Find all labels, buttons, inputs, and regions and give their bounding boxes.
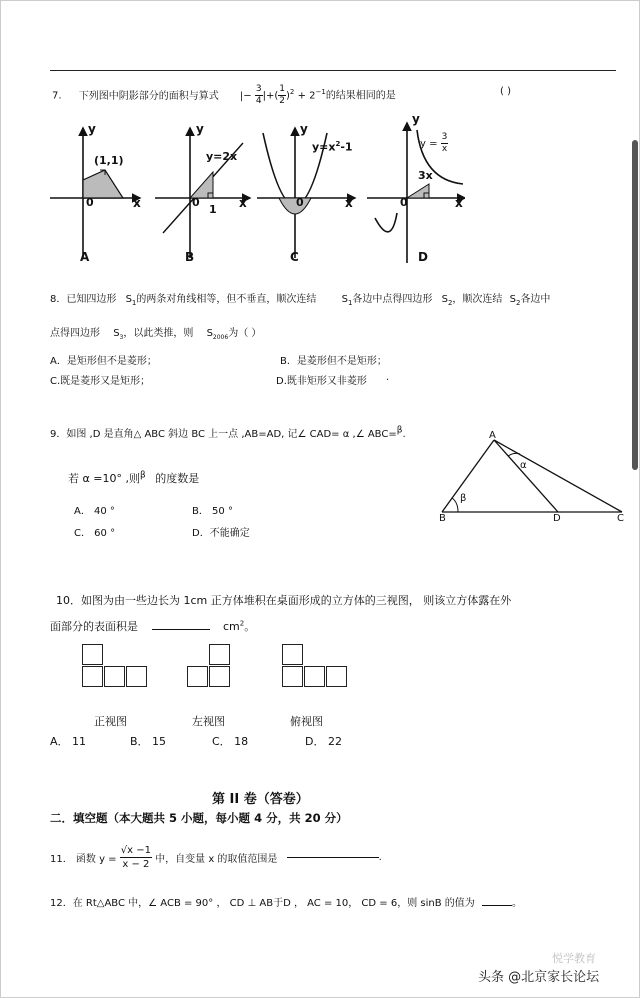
section-2-heading-n1: 5 <box>169 811 178 825</box>
q7-number: 7. <box>52 90 62 102</box>
q10-left-view <box>187 644 233 690</box>
graph-b-tick-1: 1 <box>209 203 217 216</box>
graph-c-curve-label-tail: -1 <box>340 140 353 154</box>
q9-condition-end: 的度数是 <box>155 472 200 485</box>
scrollbar[interactable] <box>632 140 638 470</box>
q11-end: . <box>378 852 382 863</box>
graph-a-origin: 0 <box>86 196 94 209</box>
q11-answer-blank[interactable] <box>287 857 379 858</box>
graph-d-curve-label <box>420 132 448 155</box>
graph-b-line-label: y=2x <box>206 150 238 163</box>
q9-text-end: . <box>402 429 406 440</box>
q10-unit-exp: 2 <box>239 619 245 628</box>
q10-option-d: D． 22 <box>305 735 342 748</box>
graph-a-point-label: (1,1) <box>94 154 124 167</box>
q8-text-c: 各边中点得四边形 <box>352 294 433 305</box>
q9-fig-vertex-a: A <box>489 430 496 441</box>
q10-front-view-label: 正视图 <box>94 715 127 728</box>
graph-a-caption: A <box>80 250 90 264</box>
q8-text-d: ，顺次连结 <box>452 294 503 305</box>
q9-fig-vertex-b: B <box>439 513 446 524</box>
graph-d-curve-label-lhs: y = <box>420 138 438 150</box>
question-7-text <box>52 84 396 107</box>
graph-b-x-label: x <box>239 196 247 210</box>
q8-s2-sub: 2 <box>447 299 453 307</box>
q9-fig-beta: β <box>460 493 467 504</box>
q8-s1 <box>126 294 137 305</box>
q8-s2-letter: S <box>441 294 448 305</box>
q10-text-end: 。 <box>244 620 256 633</box>
q10-front-view <box>82 644 148 690</box>
q7-close-paren: ) <box>286 90 290 102</box>
graph-c-x-label: x <box>345 196 353 210</box>
q8-s2b-sub: 2 <box>515 299 521 307</box>
graph-d-caption: D <box>418 250 428 264</box>
q9-fig-alpha: α <box>520 460 527 471</box>
q10-left-view-label: 左视图 <box>192 715 225 728</box>
q10-top-view <box>282 644 348 690</box>
graph-c-caption: C <box>290 250 299 264</box>
section-2-heading-n2: 4 <box>254 811 263 825</box>
q7-text-before: 下列图中阴影部分的面积与算式 <box>78 90 219 102</box>
q7-graphs <box>45 118 465 268</box>
graph-d-3x-label: 3x <box>418 169 433 182</box>
q10-option-a: A． 11 <box>50 735 87 748</box>
q9-condition-beta: β <box>139 470 146 481</box>
q7-plus1: +( <box>265 90 279 102</box>
q7-abs-open: | <box>239 90 244 102</box>
q9-fig-vertex-c: C <box>617 513 624 524</box>
section-2-heading-d: 分） <box>324 811 348 825</box>
q8-option-b: B．是菱形但不是矩形； <box>280 356 387 367</box>
graph-d-x-label: x <box>455 196 463 210</box>
section-2-heading-c: 分，共 <box>266 811 301 825</box>
q8-text-a: 8．已知四边形 <box>50 294 117 305</box>
question-8-line-2 <box>50 324 261 341</box>
q8-s3 <box>113 328 123 339</box>
q11-denominator: x − 2 <box>122 859 150 870</box>
q9-beta: β <box>396 425 403 436</box>
q12-end: 。 <box>511 898 522 909</box>
q10-option-b: B． 15 <box>130 735 167 748</box>
q9-condition: 若 α =10° ,则 <box>68 472 140 485</box>
q11-numerator: √x −1 <box>120 845 151 856</box>
q8-s3-sub: 3 <box>119 334 124 341</box>
q8-s2006-letter: S <box>206 328 213 339</box>
q7-frac2-num: 1 <box>279 84 285 94</box>
q8-s1-letter: S <box>125 294 132 305</box>
q8-option-a: A．是矩形但不是菱形； <box>50 356 157 367</box>
q8-s3-letter: S <box>113 328 120 339</box>
q8-line2-a: 点得四边形 <box>50 328 100 339</box>
question-10-line-1: 10．如图为由一些边长为 1cm 正方体堆积在桌面形成的立方体的三视图， 则该立方体露在外 <box>56 594 512 607</box>
graph-c-y-label: y <box>300 122 308 136</box>
section-2-title: 第 II 卷（答卷） <box>212 792 309 807</box>
graph-b-y-label: y <box>196 122 204 136</box>
graph-c-curve-label-exp: 2 <box>335 140 341 148</box>
graph-d-frac-num: 3 <box>441 132 448 142</box>
q7-exp2: 2 <box>289 88 295 97</box>
q7-frac2-den: 2 <box>279 96 285 106</box>
question-9-line-1 <box>50 425 406 440</box>
q11-text-a: 11． 函数 y = <box>50 854 117 865</box>
top-rule <box>50 70 616 71</box>
q7-frac1-num: 3 <box>255 84 262 94</box>
q9-option-c: C． 60 ° <box>74 528 116 539</box>
question-8-line-1 <box>50 290 550 307</box>
q7-abs-close: | <box>262 90 266 102</box>
q7-plus2: + 2 <box>297 90 316 102</box>
q7-text-after: 的结果相同的是 <box>325 90 396 102</box>
q8-line2-c: 为（ ） <box>228 328 262 339</box>
graph-a-y-label: y <box>88 122 96 136</box>
q8-s2006 <box>207 328 229 339</box>
q8-s2006-sub: 2006 <box>212 334 229 341</box>
q8-s1-sub: 1 <box>131 299 137 307</box>
graph-a-x-label: x <box>133 196 141 210</box>
q7-exp-neg1: −1 <box>315 88 326 97</box>
q8-option-d-dot: . <box>386 372 390 383</box>
section-2-heading <box>50 810 348 826</box>
graph-d-frac-den: x <box>441 144 448 154</box>
section-2-heading-b: 小题，每小题 <box>181 811 251 825</box>
question-12 <box>50 894 522 909</box>
toutiao-watermark: 头条 @北京家长论坛 <box>478 970 600 985</box>
q7-answer-paren: ( ) <box>500 86 511 97</box>
question-10-line-2 <box>50 618 255 634</box>
q8-s2b-letter: S <box>509 294 516 305</box>
q7-minus: − <box>243 90 252 102</box>
question-9-line-2 <box>68 470 199 486</box>
q10-answer-blank[interactable] <box>152 629 210 630</box>
section-2-heading-a: 二．填空题（本大题共 <box>50 811 165 825</box>
q10-top-view-label: 俯视图 <box>290 715 323 728</box>
q9-triangle-figure <box>432 428 632 528</box>
graph-b <box>155 128 250 258</box>
q10-text-a: 面部分的表面积是 <box>50 620 138 633</box>
q7-fraction-3-4 <box>255 84 263 107</box>
q8-text-e: 各边中 <box>520 294 551 305</box>
q7-frac1-den: 4 <box>255 96 262 106</box>
q10-option-c: C． 18 <box>212 735 249 748</box>
graph-b-origin: 0 <box>192 196 200 209</box>
q8-s1b <box>342 294 353 305</box>
q8-s2b <box>510 294 521 305</box>
q10-unit: cm <box>223 620 240 633</box>
q8-text-b: 的两条对角线相等，但不垂直，顺次连结 <box>136 294 317 305</box>
q9-option-d: D．不能确定 <box>192 528 250 539</box>
q9-option-b: B． 50 ° <box>192 506 233 517</box>
q8-s1b-sub: 1 <box>347 299 353 307</box>
q12-text: 12．在 Rt△ABC 中，∠ ACB = 90° ， CD ⊥ AB于D ， AC = 10， CD = 6，则 sinB 的值为 <box>50 898 475 909</box>
q7-fraction-1-2 <box>278 84 286 107</box>
q8-s1b-letter: S <box>341 294 348 305</box>
graph-c-origin: 0 <box>296 196 304 209</box>
graph-d-origin: 0 <box>400 196 408 209</box>
graph-d-fraction <box>441 132 449 155</box>
q8-s2 <box>442 294 453 305</box>
q9-option-a: A． 40 ° <box>74 506 115 517</box>
q9-fig-vertex-d: D <box>553 513 561 524</box>
graph-a <box>50 128 140 258</box>
faint-watermark-text: 悦学教育 <box>552 952 596 965</box>
graph-d <box>367 123 465 263</box>
graph-c-curve-label-base: y=x <box>312 140 336 154</box>
graph-c-curve-label <box>312 140 353 154</box>
q11-text-b: 中，自变量 x 的取值范围是 <box>155 854 278 865</box>
q9-text: 9．如图 ,D 是直角△ ABC 斜边 BC 上一点 ,AB=AD, 记∠ CAD= α ,∠ ABC= <box>50 429 397 440</box>
question-11 <box>50 844 382 871</box>
graph-b-caption: B <box>185 250 195 264</box>
q8-option-c: C.既是菱形又是矩形； <box>50 376 151 387</box>
section-2-heading-n3: 20 <box>304 811 321 825</box>
graph-d-y-label: y <box>412 112 420 126</box>
q8-option-d: D.既非矩形又非菱形 <box>276 376 367 387</box>
q11-fraction <box>120 844 152 871</box>
q12-answer-blank[interactable] <box>482 905 512 906</box>
q8-line2-b: ，以此类推，则 <box>123 328 194 339</box>
